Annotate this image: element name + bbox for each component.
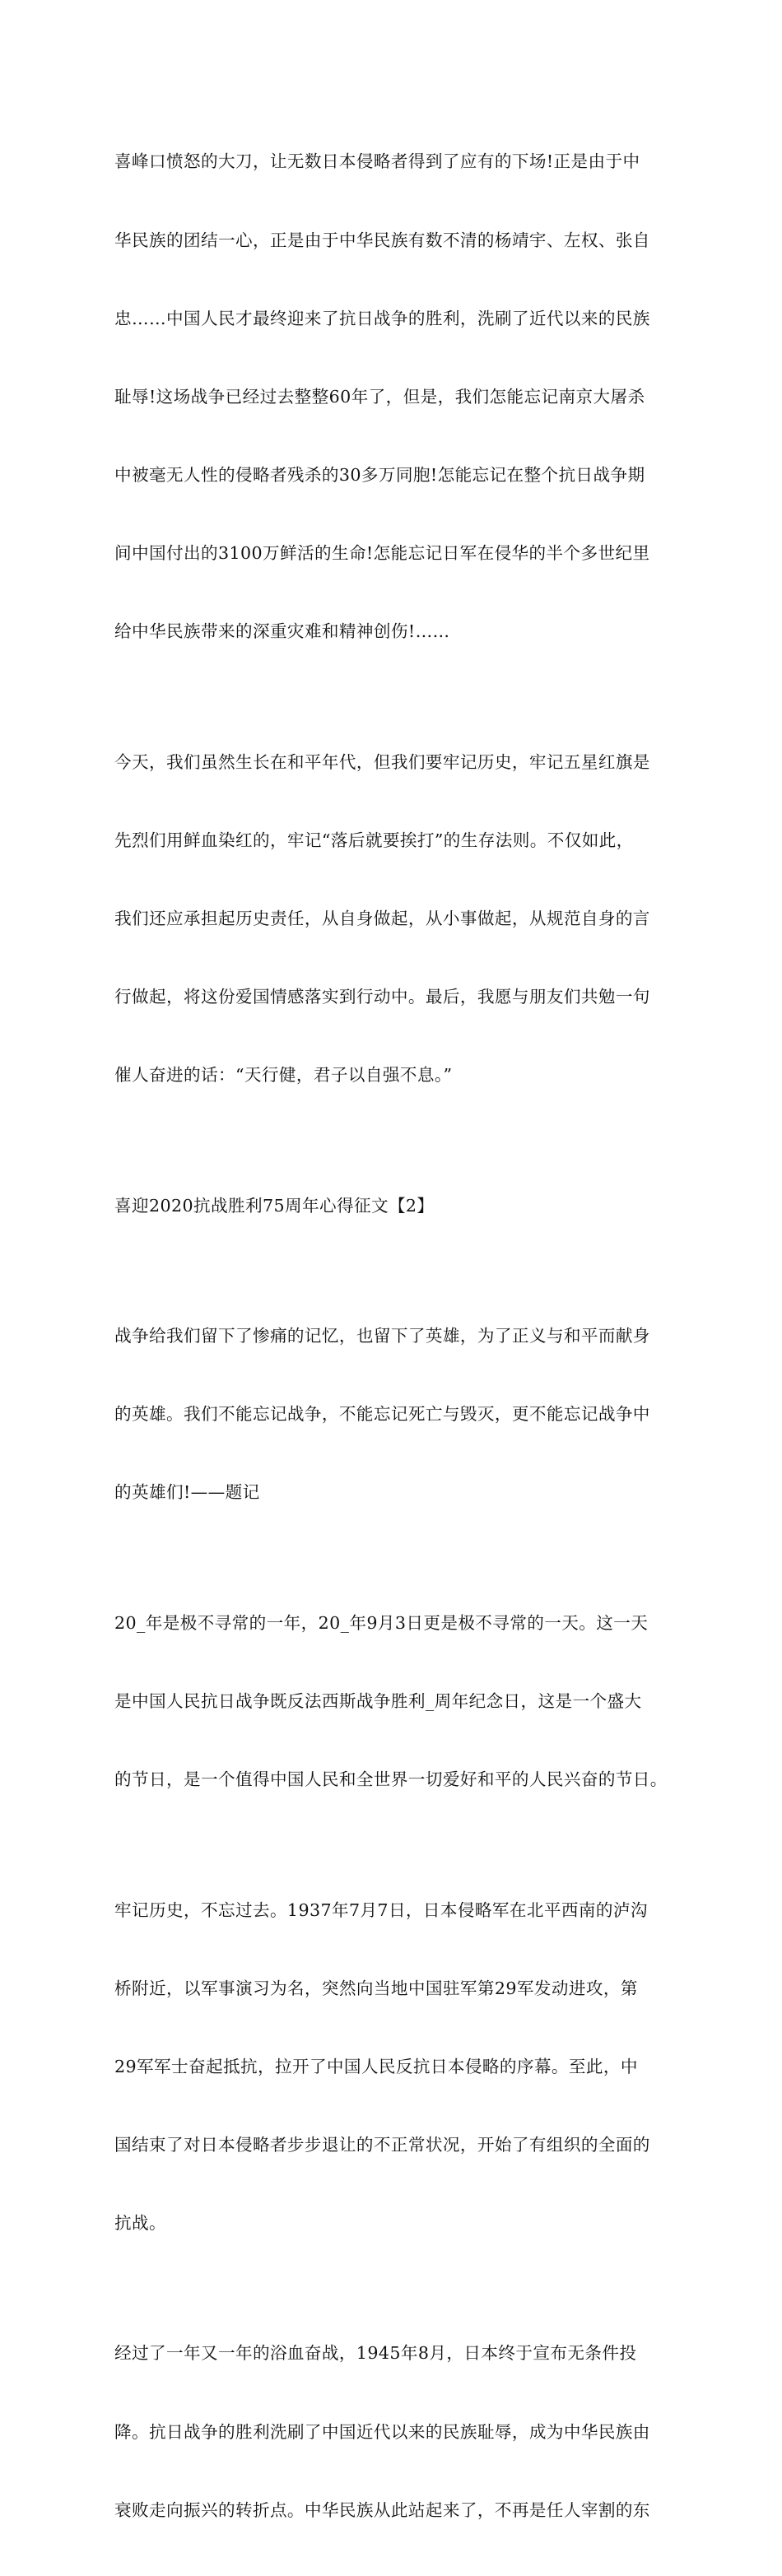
text-line: 降。抗日战争的胜利洗刷了中国近代以来的民族耻辱，成为中华民族由 xyxy=(114,2421,650,2442)
text-line: 催人奋进的话：“天行健，君子以自强不息。” xyxy=(114,1065,453,1086)
text-line: 的节日，是一个值得中国人民和全世界一切爱好和平的人民兴奋的节日。 xyxy=(114,1769,668,1789)
text-line: 29军军士奋起抵抗，拉开了中国人民反抗日本侵略的序幕。至此，中 xyxy=(114,2056,638,2076)
paragraph-surrender xyxy=(114,2289,674,2576)
text-line: 中被毫无人性的侵略者残杀的30多万同胞!怎能忘记在整个抗日战争期 xyxy=(114,464,645,485)
text-line: 先烈们用鲜血染红的，牢记“落后就要挨打”的生存法则。不仅如此， xyxy=(114,830,634,850)
text-line: 牢记历史，不忘过去。1937年7月7日，日本侵略军在北平西南的泸沟 xyxy=(114,1899,648,1920)
heading-line: 喜迎2020抗战胜利75周年心得征文【2】 xyxy=(114,1195,435,1216)
section-heading xyxy=(114,1141,674,1272)
text-line: 的英雄。我们不能忘记战争，不能忘记死亡与毁灭，更不能忘记战争中 xyxy=(114,1404,650,1425)
text-line: 忠……中国人民才最终迎来了抗日战争的胜利，洗刷了近代以来的民族 xyxy=(114,308,650,328)
paragraph-epigraph xyxy=(114,1272,674,1559)
text-line: 华民族的团结一心，正是由于中华民族有数不清的杨靖宇、左权、张自 xyxy=(114,230,650,250)
text-line: 喜峰口愤怒的大刀，让无数日本侵略者得到了应有的下场!正是由于中 xyxy=(114,151,640,172)
text-line: 给中华民族带来的深重灾难和精神创伤!…… xyxy=(114,621,450,642)
text-line: 桥附近，以军事演习为名，突然向当地中国驻军第29军发动进攻，第 xyxy=(114,1978,638,1998)
text-line: 衰败走向振兴的转折点。中华民族从此站起来了，不再是任人宰割的东 xyxy=(114,2499,650,2520)
text-line: 经过了一年又一年的浴血奋战，1945年8月，日本终于宣布无条件投 xyxy=(114,2343,637,2364)
text-line: 国结束了对日本侵略者步步退让的不正常状况，开始了有组织的全面的 xyxy=(114,2134,650,2155)
text-line: 耻辱!这场战争已经过去整整60年了，但是，我们怎能忘记南京大屠杀 xyxy=(114,386,645,407)
text-line: 今天，我们虽然生长在和平年代，但我们要牢记历史，牢记五星红旗是 xyxy=(114,751,650,772)
text-line: 我们还应承担起历史责任，从自身做起，从小事做起，从规范自身的言 xyxy=(114,908,650,928)
document-page xyxy=(114,97,674,2576)
text-line: 战争给我们留下了惨痛的记忆，也留下了英雄，为了正义与和平而献身 xyxy=(114,1326,650,1346)
paragraph-remember-history xyxy=(114,697,674,1141)
text-line: 是中国人民抗日战争既反法西斯战争胜利_周年纪念日，这是一个盛大 xyxy=(114,1690,642,1711)
text-line: 的英雄们!——题记 xyxy=(114,1482,260,1503)
text-line: 间中国付出的3100万鲜活的生命!怎能忘记日军在侵华的半个多世纪里 xyxy=(114,542,650,563)
paragraph-july-seventh xyxy=(114,1845,674,2289)
paragraph-anniversary xyxy=(114,1558,674,1845)
paragraph-heroes-victory xyxy=(114,97,674,697)
text-line: 行做起，将这份爱国情感落实到行动中。最后，我愿与朋友们共勉一句 xyxy=(114,986,650,1007)
text-line: 20_年是极不寻常的一年，20_年9月3日更是极不寻常的一天。这一天 xyxy=(114,1612,649,1633)
text-line: 抗战。 xyxy=(114,2212,166,2233)
